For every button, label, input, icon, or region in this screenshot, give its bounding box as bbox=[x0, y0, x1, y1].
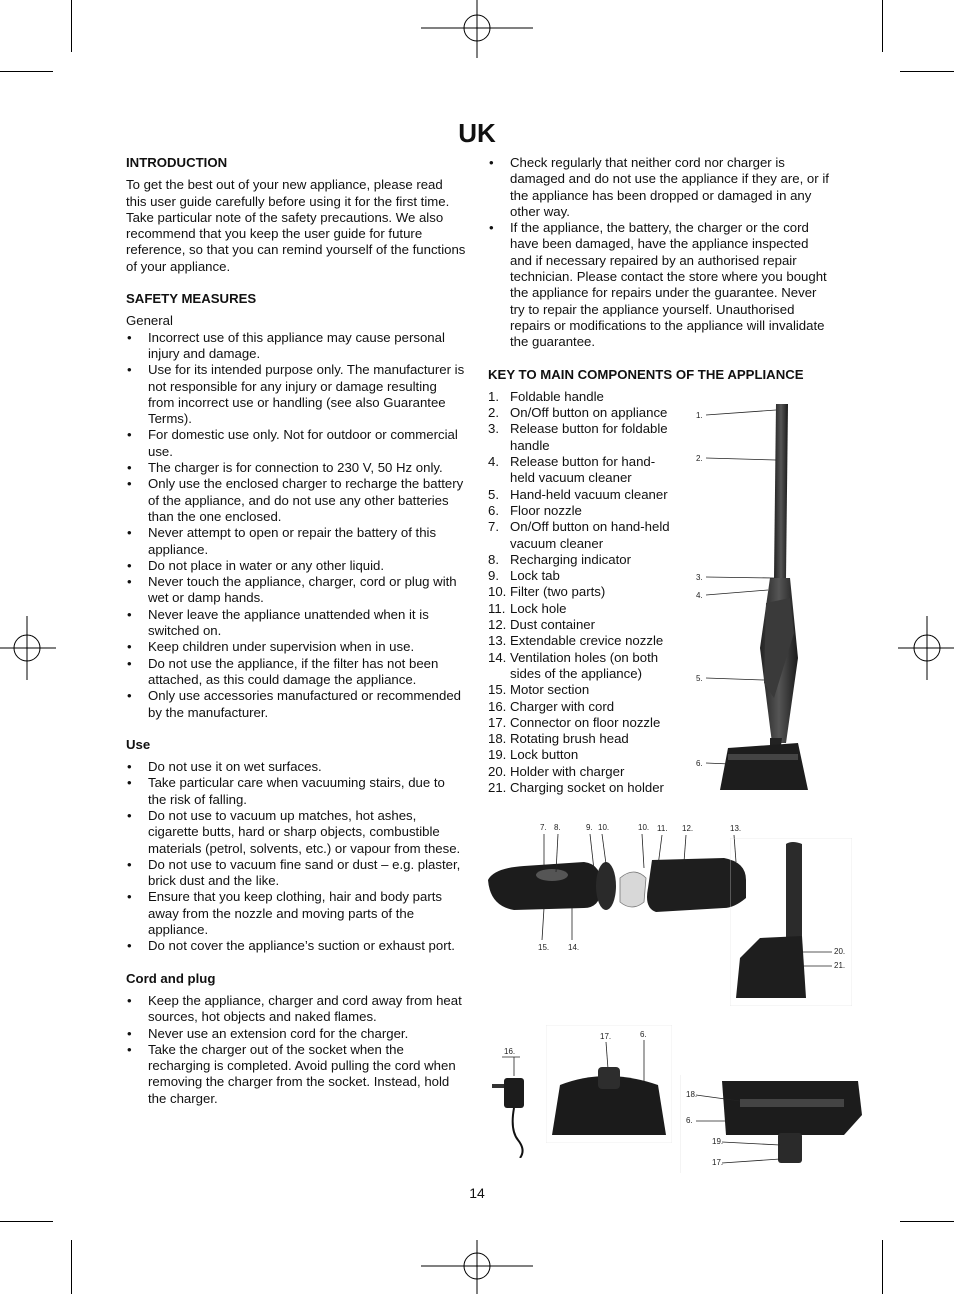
safety-continued-list bbox=[488, 155, 833, 351]
list-item: 8. Recharging indicator bbox=[488, 551, 631, 567]
list-item: 18. Rotating brush head bbox=[488, 731, 629, 747]
list-item: 11. Lock hole bbox=[488, 600, 567, 616]
callout-label: 2. bbox=[696, 454, 703, 463]
nozzle-underside-figure bbox=[680, 1075, 864, 1173]
crop-mark bbox=[71, 1240, 72, 1294]
callout-label: 4. bbox=[696, 591, 703, 600]
introduction-heading: INTRODUCTION bbox=[126, 155, 228, 170]
cord-heading: Cord and plug bbox=[126, 970, 216, 986]
list-item: 20. Holder with charger bbox=[488, 763, 625, 779]
list-item: 21. Charging socket on holder bbox=[488, 779, 664, 795]
registration-mark-bottom bbox=[421, 1240, 533, 1294]
list-item: • Do not use it on wet surfaces. bbox=[126, 759, 466, 775]
use-heading: Use bbox=[126, 736, 151, 752]
crop-mark bbox=[0, 71, 53, 72]
list-item: 16. Charger with cord bbox=[488, 698, 615, 714]
crop-mark bbox=[882, 0, 883, 52]
crop-mark bbox=[900, 71, 954, 72]
callout-label: 13. bbox=[730, 824, 742, 833]
list-item: 6. Floor nozzle bbox=[488, 502, 582, 518]
callout-label: 11. bbox=[657, 824, 668, 833]
list-item: 1. Foldable handle bbox=[488, 388, 604, 404]
list-item: • Use for its intended purpose only. The manufacturer is not responsible for any injury or damage resulting from incorrect use or handling (see also Guarantee Terms). bbox=[126, 362, 466, 427]
handheld-exploded-figure bbox=[484, 818, 754, 956]
list-item: • Check regularly that neither cord nor charger is damaged and do not use the appliance if they are, or if the appliance has been dropped or damaged in any other way. bbox=[488, 155, 833, 220]
list-item: 2. On/Off button on appliance bbox=[488, 405, 668, 421]
callout-label: 15. bbox=[538, 943, 550, 952]
list-item: • Keep the appliance, charger and cord away from heat sources, hot objects and naked flames. bbox=[126, 993, 466, 1026]
list-item: • Do not use to vacuum fine sand or dust – e.g. plaster, brick dust and the like. bbox=[126, 857, 466, 890]
page-number: 14 bbox=[469, 1185, 485, 1201]
list-item: • Never leave the appliance unattended when it is switched on. bbox=[126, 607, 466, 640]
list-item: • Only use the enclosed charger to recharge the battery of the appliance, and do not use any other batteries than the one enclosed. bbox=[126, 476, 466, 525]
list-item: • If the appliance, the battery, the charger or the cord have been damaged, have the appliance inspected and if necessary repaired by an authorised repair technician. Please contact the store where you bought the appliance for repairs under the guarantee. Never try to repair the appliance yourself. Unauthorised repairs or modifications to the appliance will invalidate the guarantee. bbox=[488, 220, 833, 350]
charger-figure bbox=[486, 1040, 538, 1158]
introduction-paragraph: To get the best out of your new appliance, please read this user guide carefully before using it for the first time. Take particular note of the safety precautions. We also recommend that you keep the user guide for future reference, so that you can remind yourself of the functions of your appliance. bbox=[126, 177, 466, 274]
list-item: 9. Lock tab bbox=[488, 568, 560, 584]
main-callouts bbox=[696, 411, 703, 768]
list-item: • Never attempt to open or repair the battery of this appliance. bbox=[126, 525, 466, 558]
list-item: • Take particular care when vacuuming stairs, due to the risk of falling. bbox=[126, 775, 466, 808]
list-item: • Never touch the appliance, charger, cord or plug with wet or damp hands. bbox=[126, 574, 466, 607]
callout-label: 21. bbox=[834, 961, 846, 970]
crop-mark bbox=[0, 1221, 53, 1222]
list-item: • Keep children under supervision when in use. bbox=[126, 639, 466, 655]
list-item: 4. Release button for hand-held vacuum cleaner bbox=[488, 454, 656, 486]
registration-mark-left bbox=[0, 616, 56, 680]
callout-label: 6. bbox=[640, 1030, 647, 1039]
callout-label: 18. bbox=[686, 1090, 698, 1099]
general-label: General bbox=[126, 313, 173, 329]
crop-mark bbox=[882, 1240, 883, 1294]
callout-label: 7. bbox=[540, 823, 547, 832]
callout-label: 10. bbox=[598, 823, 610, 832]
list-item: 5. Hand-held vacuum cleaner bbox=[488, 486, 668, 502]
callout-label: 12. bbox=[682, 824, 694, 833]
holder-figure bbox=[730, 838, 852, 1006]
registration-mark-top bbox=[421, 0, 533, 58]
callout-label: 6. bbox=[696, 759, 703, 768]
callout-label: 3. bbox=[696, 573, 703, 582]
callout-label: 5. bbox=[696, 674, 703, 683]
callout-label: 20. bbox=[834, 947, 846, 956]
callout-label: 9. bbox=[586, 823, 593, 832]
page-title: UK bbox=[458, 118, 496, 148]
callout-label: 14. bbox=[568, 943, 580, 952]
list-item: • Do not use to vacuum up matches, hot ashes, cigarette butts, hard or sharp objects, combustible materials (petrol, solvents, etc.) or vapour from these. bbox=[126, 808, 466, 857]
safety-heading: SAFETY MEASURES bbox=[126, 291, 257, 307]
list-item: 3. Release button for foldable handle bbox=[488, 421, 668, 453]
list-item: 14. Ventilation holes (on both sides of the appliance) bbox=[488, 649, 659, 681]
callout-label: 1. bbox=[696, 411, 703, 420]
list-item: 15. Motor section bbox=[488, 682, 590, 698]
callout-label: 8. bbox=[554, 823, 561, 832]
list-item: • Do not place in water or any other liquid. bbox=[126, 558, 466, 574]
left-column bbox=[126, 155, 466, 1107]
crop-mark bbox=[71, 0, 72, 52]
cord-list bbox=[126, 993, 466, 1107]
crop-mark bbox=[900, 1221, 954, 1222]
floor-nozzle-figure bbox=[546, 1025, 672, 1143]
list-item: • Take the charger out of the socket when the recharging is completed. Avoid pulling the cord when removing the charger from the socket. Instead, hold the charger. bbox=[126, 1042, 466, 1107]
list-item: • The charger is for connection to 230 V, 50 Hz only. bbox=[126, 460, 466, 476]
list-item: • Incorrect use of this appliance may cause personal injury and damage. bbox=[126, 330, 466, 363]
key-list bbox=[488, 389, 678, 796]
list-item: 13. Extendable crevice nozzle bbox=[488, 633, 664, 649]
list-item: • Ensure that you keep clothing, hair and body parts away from the nozzle and moving parts of the appliance. bbox=[126, 889, 466, 938]
callout-label: 17. bbox=[600, 1032, 612, 1041]
key-heading: KEY TO MAIN COMPONENTS OF THE APPLIANCE bbox=[488, 366, 804, 382]
list-item: • Never use an extension cord for the charger. bbox=[126, 1026, 466, 1042]
callout-label: 10. bbox=[638, 823, 650, 832]
list-item: • Do not cover the appliance’s suction or exhaust port. bbox=[126, 938, 466, 954]
vacuum-cleaner-figure bbox=[690, 398, 815, 800]
list-item: 10. Filter (two parts) bbox=[488, 584, 606, 600]
list-item: • For domestic use only. Not for outdoor or commercial use. bbox=[126, 427, 466, 460]
list-item: 12. Dust container bbox=[488, 617, 596, 633]
use-list bbox=[126, 759, 466, 955]
callout-label: 16. bbox=[504, 1047, 516, 1056]
list-item: 7. On/Off button on hand-held vacuum cleaner bbox=[488, 519, 670, 551]
general-list bbox=[126, 330, 466, 721]
list-item: • Only use accessories manufactured or recommended by the manufacturer. bbox=[126, 688, 466, 721]
callout-label: 19. bbox=[712, 1137, 724, 1146]
callout-label: 17. bbox=[712, 1158, 724, 1167]
list-item: 19. Lock button bbox=[488, 747, 579, 763]
registration-mark-right bbox=[898, 616, 954, 680]
list-item: 17. Connector on floor nozzle bbox=[488, 714, 661, 730]
callout-label: 6. bbox=[686, 1116, 693, 1125]
list-item: • Do not use the appliance, if the filter has not been attached, as this could damage the appliance. bbox=[126, 656, 466, 689]
